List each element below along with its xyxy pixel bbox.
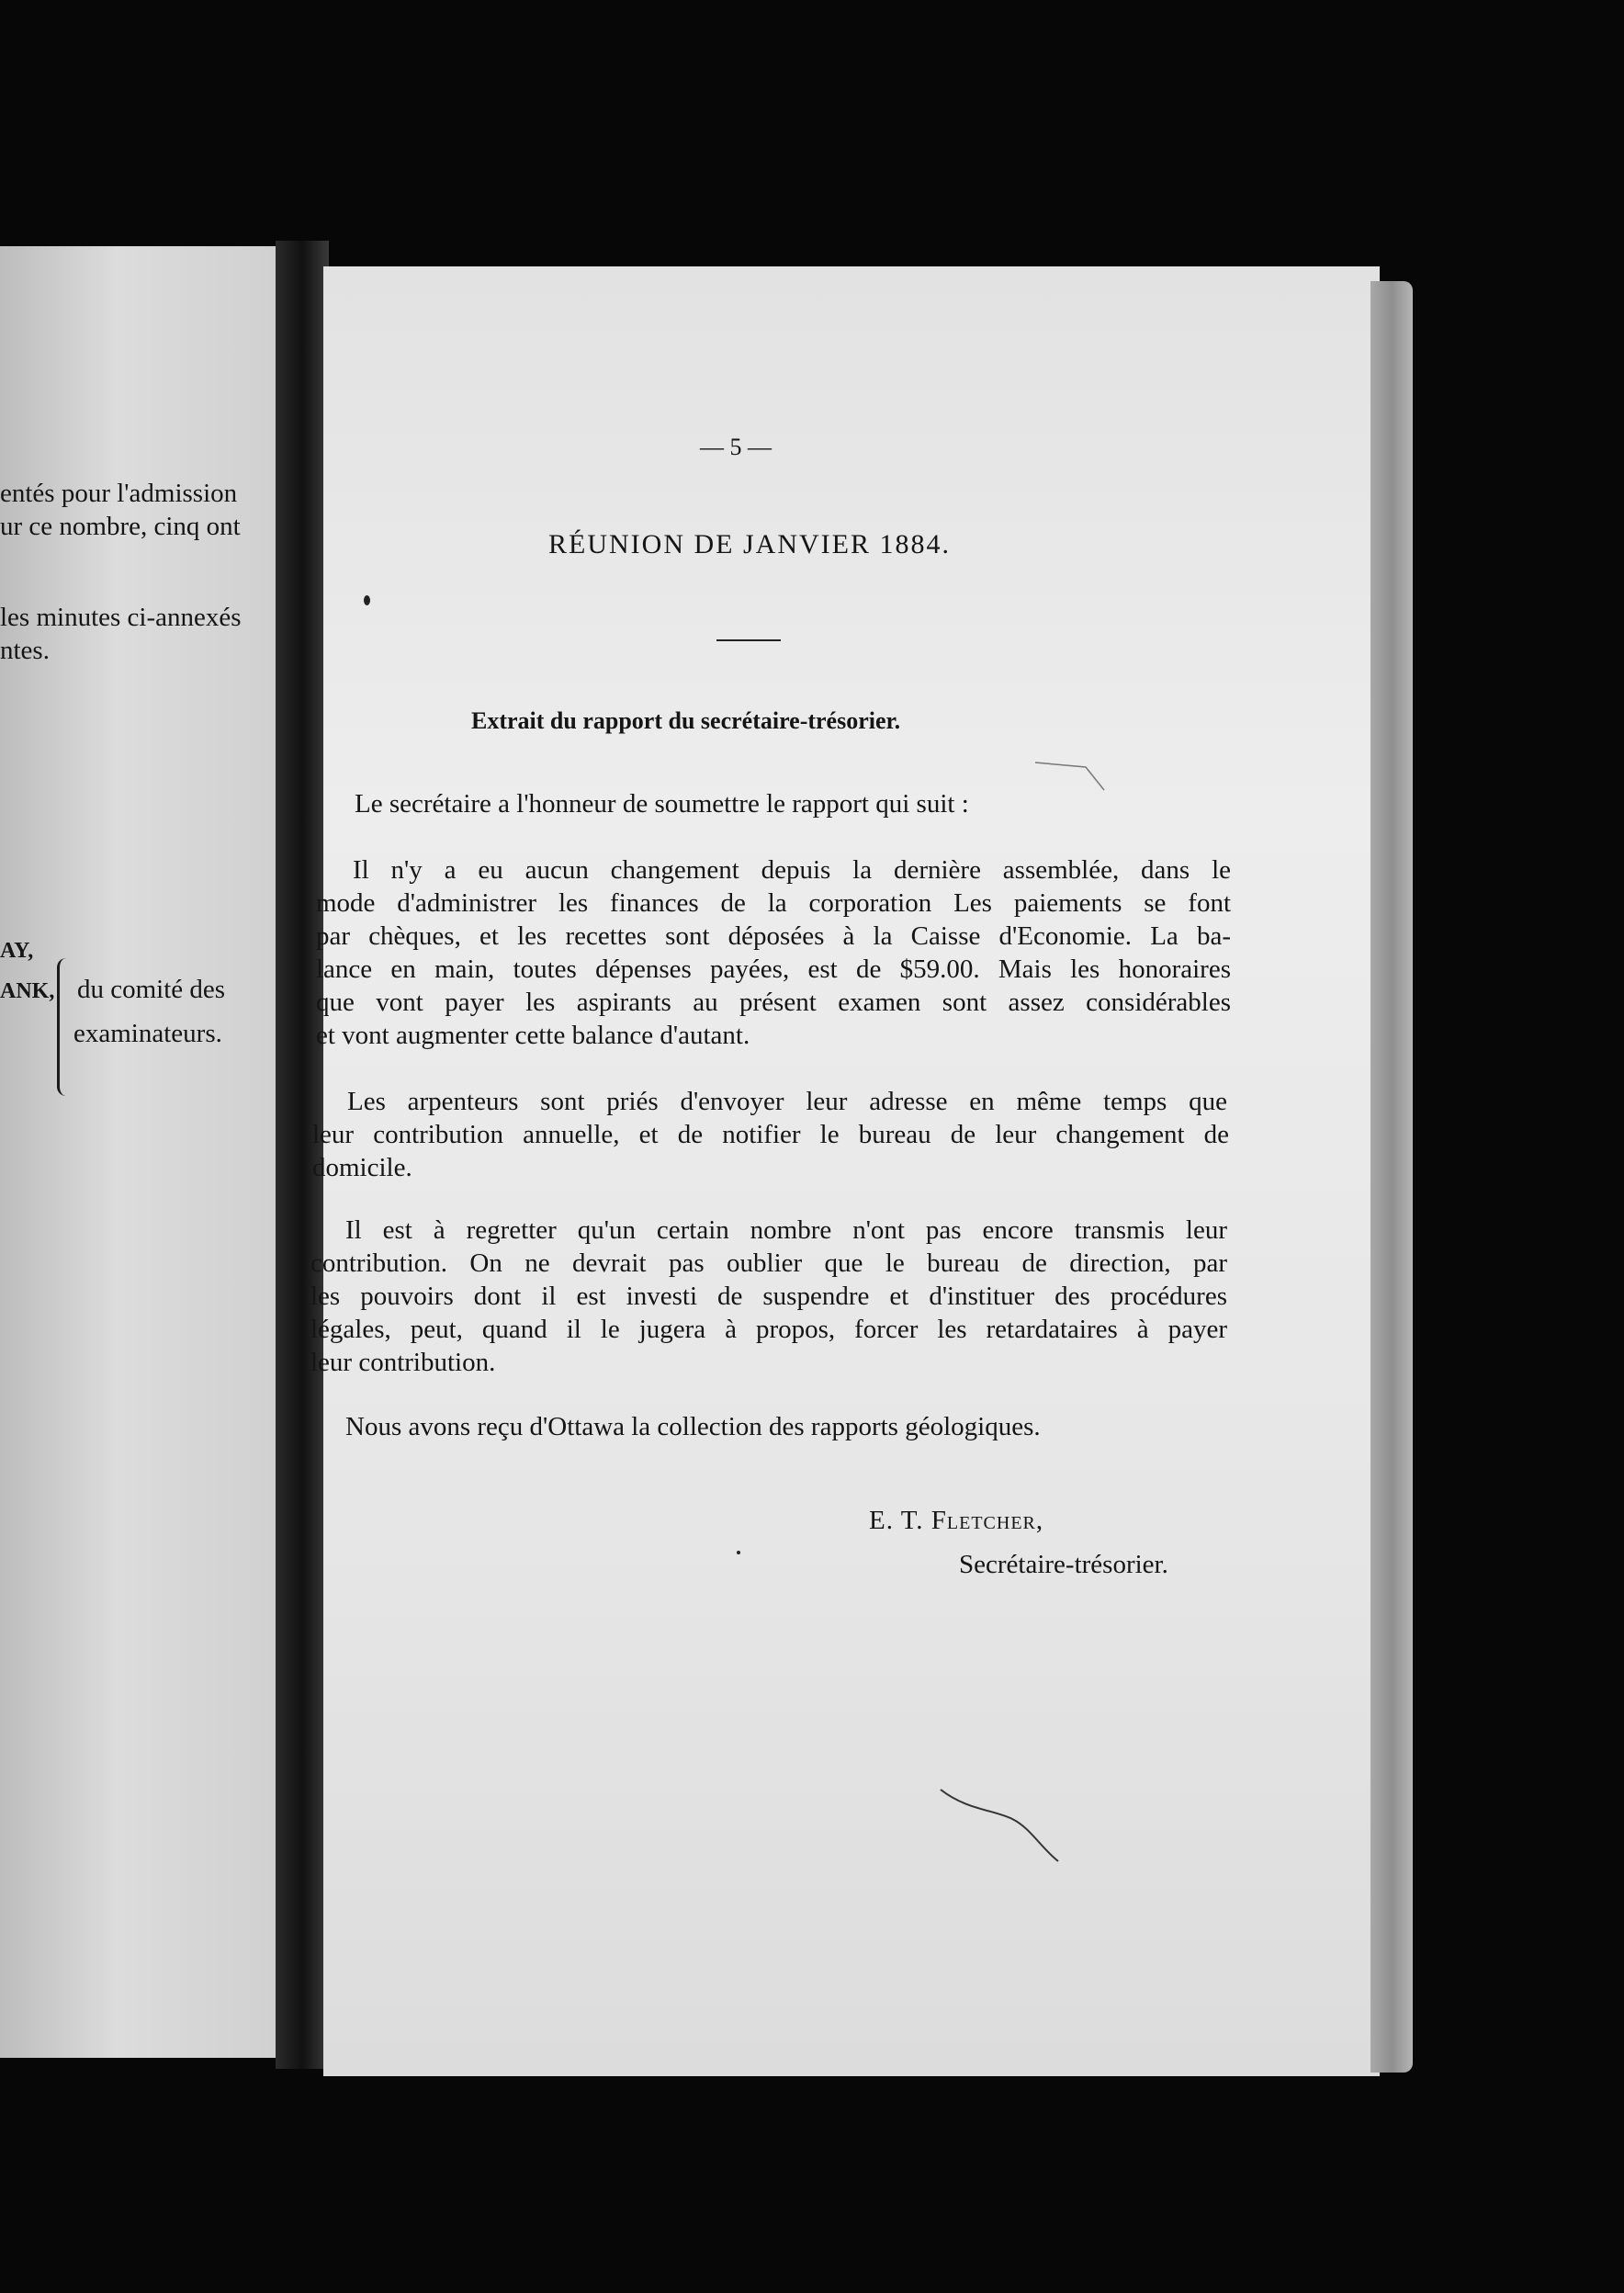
p2-line-2: leur contribution annuelle, et de notifier le bureau de leur changement de	[312, 1120, 1229, 1149]
left-line-6: ANK,	[0, 979, 55, 1003]
page-heading: RÉUNION DE JANVIER 1884.	[548, 529, 951, 559]
left-line-3: les minutes ci-annexés	[0, 603, 242, 632]
scan-speck	[737, 1551, 740, 1554]
left-line-4: ntes.	[0, 636, 50, 665]
p1-line-2: mode d'administrer les finances de la corporation Les paiements se font	[316, 888, 1231, 918]
left-line-8: examinateurs.	[73, 1019, 222, 1048]
p3-line-2: contribution. On ne devrait pas oublier que le bureau de direction, par	[310, 1248, 1227, 1278]
page-number: — 5 —	[700, 434, 772, 460]
signature-name: E. T. Fletcher,	[869, 1506, 1044, 1535]
left-page	[0, 246, 292, 2058]
pen-stroke-mark	[939, 1782, 1067, 1865]
p4-line-1: Nous avons reçu d'Ottawa la collection des rapports géologiques.	[345, 1412, 1041, 1441]
pen-stroke-mark	[1031, 753, 1113, 808]
left-line-2: ur ce nombre, cinq ont	[0, 512, 241, 541]
page-stack-edge	[1370, 281, 1413, 2073]
heading-rule	[716, 639, 781, 641]
p3-line-5: leur contribution.	[310, 1348, 496, 1377]
section-subheading: Extrait du rapport du secrétaire-trésorier.	[471, 707, 901, 734]
p3-line-1: Il est à regretter qu'un certain nombre n'ont pas encore transmis leur	[345, 1215, 1227, 1245]
p2-line-1: Les arpenteurs sont priés d'envoyer leur adresse en même temps que	[347, 1087, 1227, 1116]
p1-line-4: lance en main, toutes dépenses payées, est de $59.00. Mais les honoraires	[316, 954, 1231, 984]
p1-line-3: par chèques, et les recettes sont déposées à la Caisse d'Economie. La ba-	[316, 921, 1231, 951]
left-line-7: du comité des	[77, 975, 226, 1004]
p1-line-6: et vont augmenter cette balance d'autant.	[316, 1021, 750, 1050]
scan-speck	[364, 595, 370, 605]
left-line-5: AY,	[0, 939, 34, 963]
signature-title: Secrétaire-trésorier.	[959, 1550, 1168, 1579]
left-line-1: entés pour l'admission	[0, 479, 238, 508]
p3-line-4: légales, peut, quand il le jugera à propos, forcer les retardataires à payer	[310, 1315, 1227, 1344]
p3-line-3: les pouvoirs dont il est investi de suspendre et d'instituer des procédures	[310, 1282, 1227, 1311]
p1-line-5: que vont payer les aspirants au présent examen sont assez considérables	[316, 988, 1231, 1017]
intro-line: Le secrétaire a l'honneur de soumettre le rapport qui suit :	[355, 789, 969, 819]
right-page	[310, 266, 1380, 2076]
p2-line-3: domicile.	[312, 1153, 412, 1182]
p1-line-1: Il n'y a eu aucun changement depuis la dernière assemblée, dans le	[353, 855, 1231, 885]
